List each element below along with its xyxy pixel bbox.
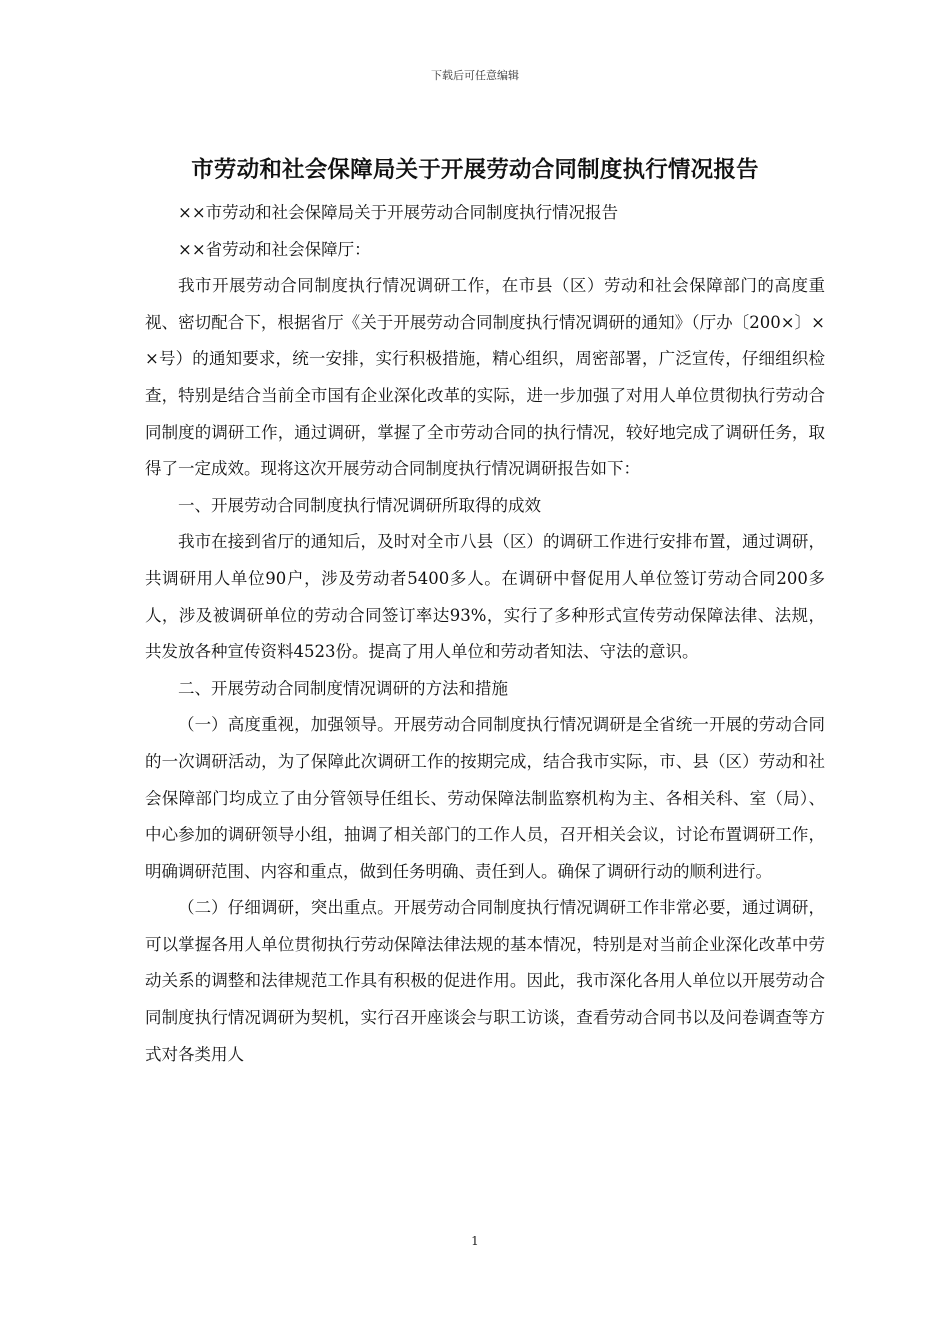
intro-paragraph: 我市开展劳动合同制度执行情况调研工作，在市县（区）劳动和社会保障部门的高度重视、密切配合下，根据省厅《关于开展劳动合同制度执行情况调研的通知》（厅办〔200×〕××号）的通知要求，统一安排，实行积极措施，精心组织，周密部署，广泛宣传，仔细组织检查，特别是结合当前全市国有企业深化改革的实际，进一步加强了对用人单位贯彻执行劳动合同制度的调研工作，通过调研，掌握了全市劳动合同的执行情况，较好地完成了调研任务，取得了一定成效。现将这次开展劳动合同制度执行情况调研报告如下： [145,276,825,479]
addressee-line: ××省劳动和社会保障厅： [178,239,371,259]
document-body [145,195,825,1073]
section-heading-methods: 二、开展劳动合同制度情况调研的方法和措施 [178,678,508,698]
results-paragraph: 我市在接到省厅的通知后，及时对全市八县（区）的调研工作进行安排布置，通过调研，共调研用人单位90户，涉及劳动者5400多人。在调研中督促用人单位签订劳动合同200多人，涉及被调研单位的劳动合同签订率达93%，实行了多种形式宣传劳动保障法律、法规，共发放各种宣传资料4523份。提高了用人单位和劳动者知法、守法的意识。 [145,532,825,662]
section-heading-results: 一、开展劳动合同制度执行情况调研所取得的成效 [178,495,541,515]
report-subtitle-line: ××市劳动和社会保障局关于开展劳动合同制度执行情况报告 [178,203,619,222]
document-title: 市劳动和社会保障局关于开展劳动合同制度执行情况报告 [191,157,759,183]
page-number: 1 [471,1234,479,1248]
methods-paragraph-2: （二）仔细调研，突出重点。开展劳动合同制度执行情况调研工作非常必要，通过调研，可以掌握各用人单位贯彻执行劳动保障法律法规的基本情况，特别是对当前企业深化改革中劳动关系的调整和法律规范工作具有积极的促进作用。因此，我市深化各用人单位以开展劳动合同制度执行情况调研为契机，实行召开座谈会与职工访谈，查看劳动合同书以及问卷调查等方式对各类用人 [145,898,825,1064]
methods-paragraph-1: （一）高度重视，加强领导。开展劳动合同制度执行情况调研是全省统一开展的劳动合同的一次调研活动，为了保障此次调研工作的按期完成，结合我市实际，市、县（区）劳动和社会保障部门均成立了由分管领导任组长、劳动保障法制监察机构为主、各相关科、室（局）、中心参加的调研领导小组，抽调了相关部门的工作人员，召开相关会议，讨论布置调研工作，明确调研范围、内容和重点，做到任务明确、责任到人。确保了调研行动的顺利进行。 [145,715,825,881]
header-note: 下载后可任意编辑 [431,69,519,82]
